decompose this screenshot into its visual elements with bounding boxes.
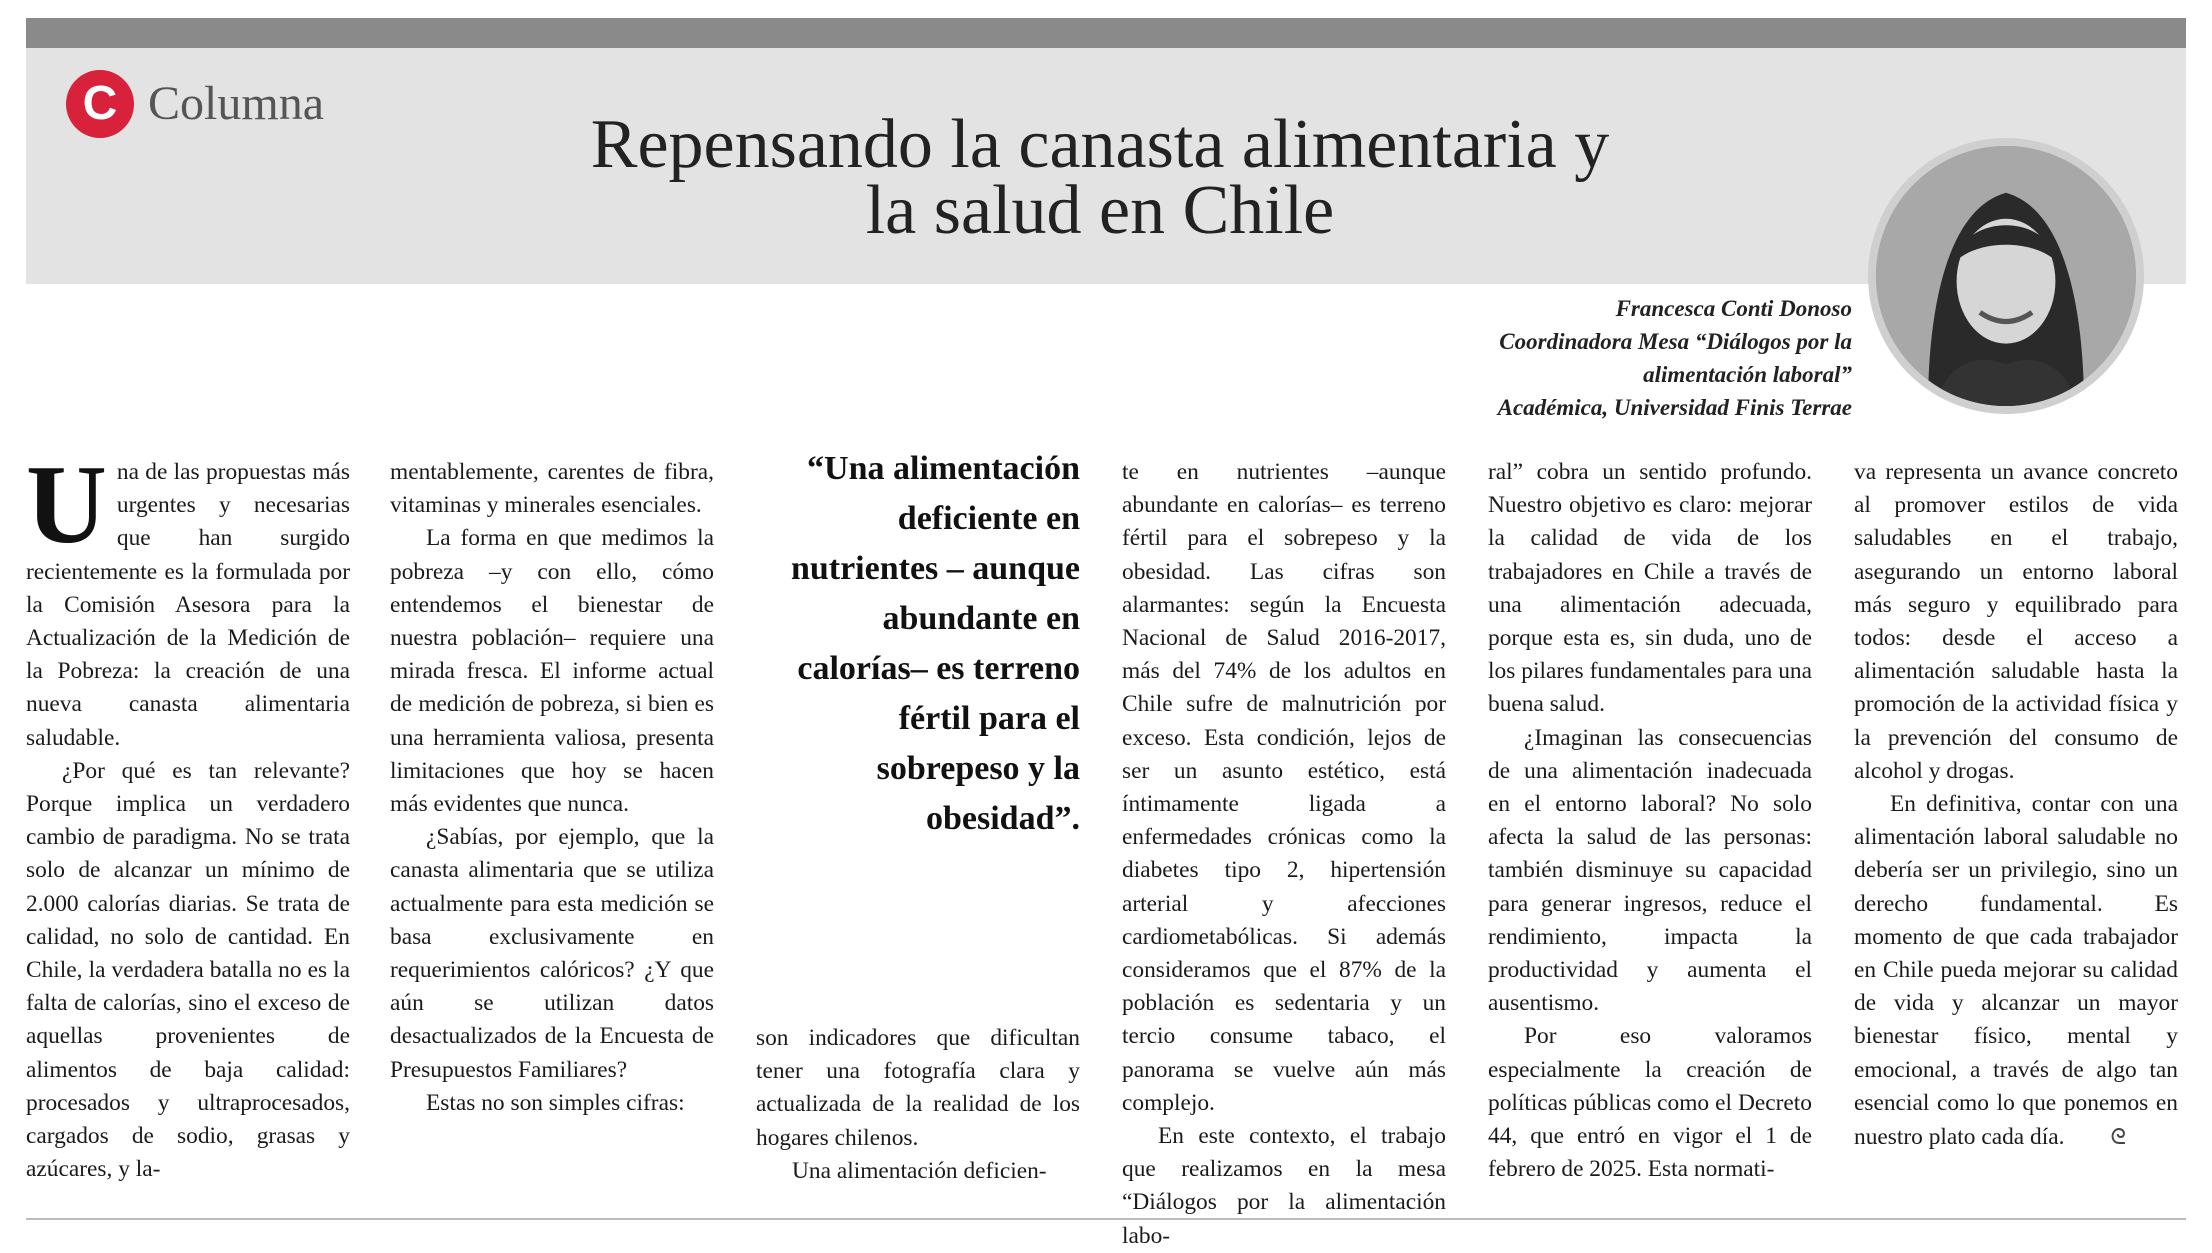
article-column-2 <box>390 456 714 1120</box>
article-column-4 <box>1122 456 1446 1253</box>
section-logo-icon: C <box>66 70 134 138</box>
article-column-3 <box>756 1022 1080 1188</box>
headline-line-2: la salud en Chile <box>865 172 1335 249</box>
portrait-illustration <box>1876 146 2136 406</box>
end-mark-icon: ᘓ <box>2110 1124 2126 1150</box>
top-bar <box>26 18 2186 48</box>
column-1-paragraph-2: ¿Por qué es tan relevante? Porque implica un verdadero cambio de paradigma. No se trata solo de alcanzar un mínimo de 2.000 calorías diarias. Se trata de calidad, no solo de cantidad. En Chile, la verdadera batalla no es la falta de calorías, sino el exceso de aquellas provenientes de alimentos de baja calidad: procesados y ultraprocesados, cargados de sodio, grasas y azúcares, y la- <box>26 757 350 1183</box>
section-label: Columna <box>148 77 324 130</box>
column-4-paragraph-1: te en nutrientes –aunque abundante en calorías– es terreno fértil para el sobrepeso y la obesidad. Las cifras son alarmantes: según la Encuesta Nacional de Salud 2016-2017, más del 74% de los adultos en Chile sufre de malnutrición por exceso. Esta condición, lejos de ser un asunto estético, está íntimamente ligada a enfermedades crónicas como la diabetes tipo 2, hipertensión arterial y afecciones cardiometabólicas. Si además consideramos que el 87% de la población es sedentaria y un tercio consume tabaco, el panorama se vuelve aún más complejo. <box>1122 459 1446 1116</box>
author-byline <box>1498 292 1852 424</box>
page-title <box>470 106 1730 249</box>
column-2-paragraph-4: Estas no son simples cifras: <box>426 1089 685 1116</box>
column-3-paragraph-1: son indicadores que dificultan tener una fotografía clara y actualizada de la realidad de los hogares chilenos. <box>756 1025 1080 1151</box>
column-5-paragraph-2: ¿Imaginan las consecuencias de una alimentación inadecuada en el entorno laboral? No solo afecta la salud de las personas: también disminuye su capacidad para generar ingresos, reduce el rendimiento, impacta la productividad y aumenta el ausentismo. <box>1488 724 1812 1017</box>
column-6-paragraph-2: En definitiva, contar con una alimentación laboral saludable no debería ser un privilegio, sino un derecho fundamental. Es momento de que cada trabajador en Chile pueda mejorar su calidad de vida y alcanzar un mayor bienestar físico, mental y emocional, a través de algo tan esencial como lo que ponemos en nuestro plato cada día. <box>1854 791 2178 1151</box>
headline-line-1: Repensando la canasta alimentaria y <box>590 106 1610 183</box>
author-role-line-2: alimentación laboral” <box>1643 362 1852 387</box>
column-3-paragraph-2: Una alimentación deficien- <box>792 1157 1047 1184</box>
column-2-paragraph-3: ¿Sabías, por ejemplo, que la canasta alimentaria que se utiliza actualmente para esta medición se basa exclusivamente en requerimientos calóricos? ¿Y que aún se utilizan datos desactualizados de la Encuesta de Presupuestos Familiares? <box>390 824 714 1083</box>
author-photo <box>1868 138 2144 414</box>
column-5-paragraph-3: Por eso valoramos especialmente la creación de políticas públicas como el Decreto 44, que entró en vigor el 1 de febrero de 2025. Esta normati- <box>1488 1023 1812 1183</box>
column-5-paragraph-1: ral” cobra un sentido profundo. Nuestro objetivo es claro: mejorar la calidad de vida de los trabajadores en Chile a través de una alimentación adecuada, porque esta es, sin duda, uno de los pilares fundamentales para una buena salud. <box>1488 459 1812 718</box>
article-column-1 <box>26 443 350 1186</box>
article-column-6 <box>1854 456 2178 1154</box>
column-6-paragraph-1: va representa un avance concreto al promover estilos de vida saludables en el trabajo, asegurando un entorno laboral más seguro y equilibrado para todos: desde el acceso a alimentación saludable hasta la promoción de la actividad física y la prevención del consumo de alcohol y drogas. <box>1854 459 2178 784</box>
author-name: Francesca Conti Donoso <box>1615 296 1852 321</box>
column-2-paragraph-1: mentablemente, carentes de fibra, vitaminas y minerales esenciales. <box>390 459 714 519</box>
article-column-5 <box>1488 456 1812 1186</box>
author-role-line-1: Coordinadora Mesa “Diálogos por la <box>1499 329 1852 354</box>
column-2-paragraph-2: La forma en que medimos la pobreza –y con ello, cómo entendemos el bienestar de nuestra población– requiere una mirada fresca. El informe actual de medición de pobreza, si bien es una herramienta valiosa, presenta limitaciones que hoy se hacen más evidentes que nunca. <box>390 525 714 818</box>
column-1-paragraph-1: na de las propuestas más urgentes y necesarias que han surgido recientemente es la formulada por la Comisión Asesora para la Actualización de la Medición de la Pobreza: la creación de una nueva canasta alimentaria saludable. <box>26 459 350 751</box>
column-4-paragraph-2: En este contexto, el trabajo que realizamos en la mesa “Diálogos por la alimentación labo- <box>1122 1123 1446 1249</box>
author-affiliation: Académica, Universidad Finis Terrae <box>1497 395 1852 420</box>
bottom-rule <box>26 1218 2186 1220</box>
pull-quote: “Una alimentación deficiente en nutrientes – aunque abundante en calorías– es terreno fértil para el sobrepeso y la obesidad”. <box>790 450 1080 837</box>
drop-cap: U <box>26 443 107 567</box>
